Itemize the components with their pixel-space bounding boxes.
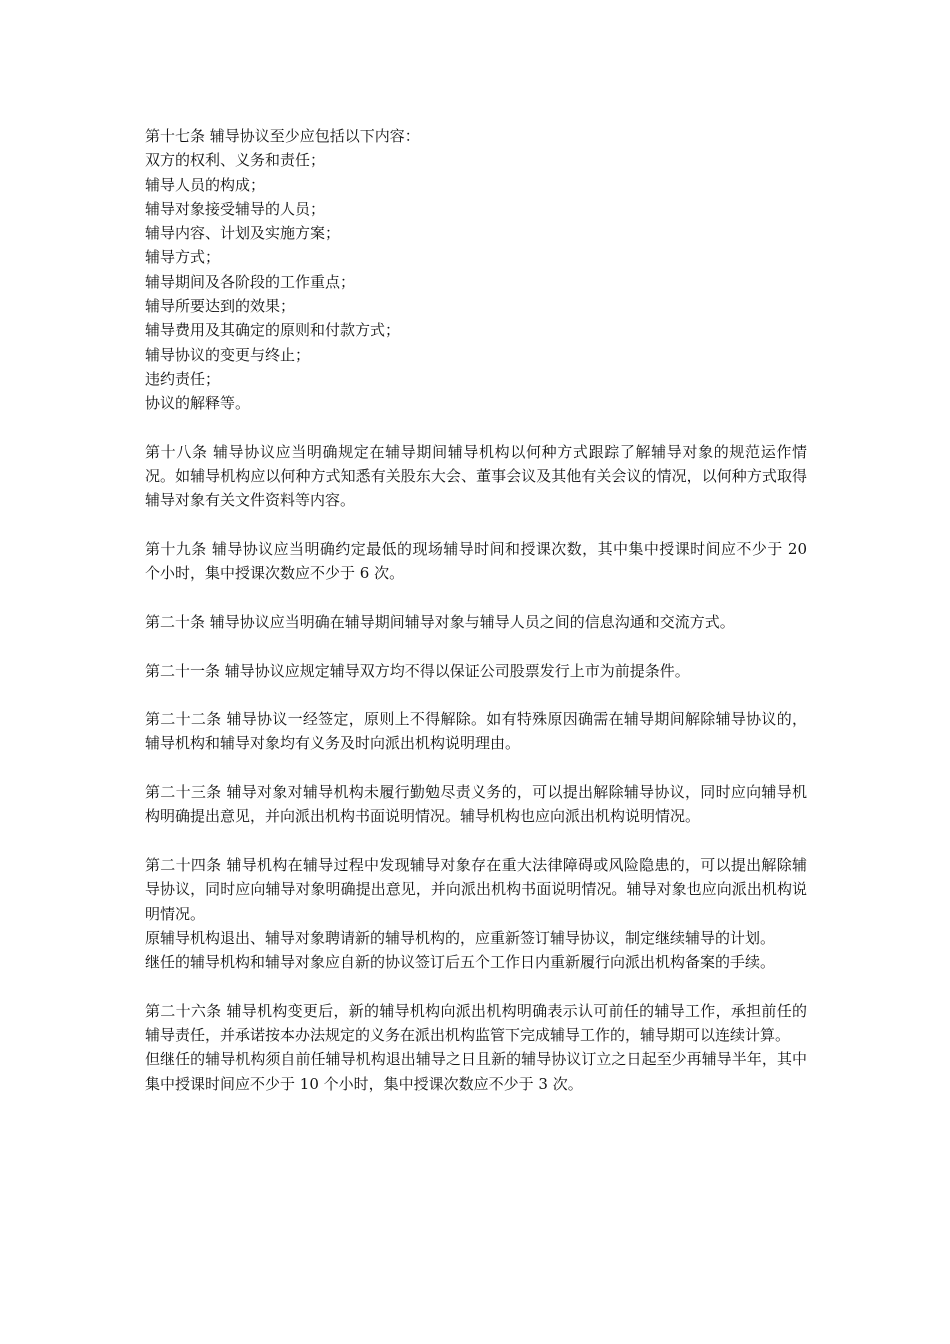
article-24: [145, 853, 807, 974]
article-17-item: 违约责任；: [145, 369, 221, 388]
article-20: [145, 610, 807, 634]
article-22: [145, 707, 807, 756]
article-17-item: 辅导所要达到的效果；: [145, 297, 296, 316]
article-18: [145, 440, 807, 513]
article-17-item: 双方的权利、义务和责任；: [145, 151, 326, 170]
article-26-paragraph-2: 但继任的辅导机构须自前任辅导机构退出辅导之日且新的辅导协议订立之日起至少再辅导半年，其中集中授课时间应不少于 10 个小时，集中授课次数应不少于 3 次。: [145, 1050, 807, 1093]
article-17-item: 协议的解释等。: [145, 394, 251, 413]
article-20-text: 第二十条 辅导协议应当明确在辅导期间辅导对象与辅导人员之间的信息沟通和交流方式。: [145, 612, 735, 631]
article-17-item: 辅导内容、计划及实施方案；: [145, 224, 341, 243]
article-26: [145, 999, 807, 1096]
document-page: [145, 124, 807, 1120]
article-17-item: 辅导人员的构成；: [145, 175, 266, 194]
article-24-paragraph-2: 原辅导机构退出、辅导对象聘请新的辅导机构的，应重新签订辅导协议，制定继续辅导的计划。: [145, 928, 776, 947]
article-18-text: 第十八条 辅导协议应当明确规定在辅导期间辅导机构以何种方式跟踪了解辅导对象的规范运作情况。如辅导机构应以何种方式知悉有关股东大会、董事会议及其他有关会议的情况，以何种方式取得辅导对象有关文件资料等内容。: [145, 442, 807, 510]
article-17-item: 辅导期间及各阶段的工作重点；: [145, 272, 356, 291]
article-24-paragraph-3: 继任的辅导机构和辅导对象应自新的协议签订后五个工作日内重新履行向派出机构备案的手续。: [145, 953, 776, 972]
article-19: [145, 537, 807, 586]
article-21: [145, 659, 807, 683]
article-17-item: 辅导费用及其确定的原则和付款方式；: [145, 321, 401, 340]
article-17: [145, 124, 807, 416]
article-19-text: 第十九条 辅导协议应当明确约定最低的现场辅导时间和授课次数，其中集中授课时间应不少于 20 个小时，集中授课次数应不少于 6 次。: [145, 540, 807, 583]
article-24-paragraph-1: 第二十四条 辅导机构在辅导过程中发现辅导对象存在重大法律障碍或风险隐患的，可以提出解除辅导协议，同时应向辅导对象明确提出意见，并向派出机构书面说明情况。辅导对象也应向派出机构说明情况。: [145, 855, 807, 923]
article-23-text: 第二十三条 辅导对象对辅导机构未履行勤勉尽责义务的，可以提出解除辅导协议，同时应向辅导机构明确提出意见，并向派出机构书面说明情况。辅导机构也应向派出机构说明情况。: [145, 783, 807, 826]
article-21-text: 第二十一条 辅导协议应规定辅导双方均不得以保证公司股票发行上市为前提条件。: [145, 661, 690, 680]
article-17-item: 辅导协议的变更与终止；: [145, 345, 311, 364]
article-23: [145, 780, 807, 829]
article-17-title: 第十七条 辅导协议至少应包括以下内容：: [145, 127, 420, 145]
article-17-item: 辅导方式；: [145, 248, 221, 267]
article-17-item: 辅导对象接受辅导的人员；: [145, 199, 326, 218]
article-22-text: 第二十二条 辅导协议一经签定，原则上不得解除。如有特殊原因确需在辅导期间解除辅导协议的，辅导机构和辅导对象均有义务及时向派出机构说明理由。: [145, 710, 807, 753]
article-26-paragraph-1: 第二十六条 辅导机构变更后，新的辅导机构向派出机构明确表示认可前任的辅导工作，承担前任的辅导责任，并承诺按本办法规定的义务在派出机构监管下完成辅导工作的，辅导期可以连续计算。: [145, 1001, 807, 1044]
